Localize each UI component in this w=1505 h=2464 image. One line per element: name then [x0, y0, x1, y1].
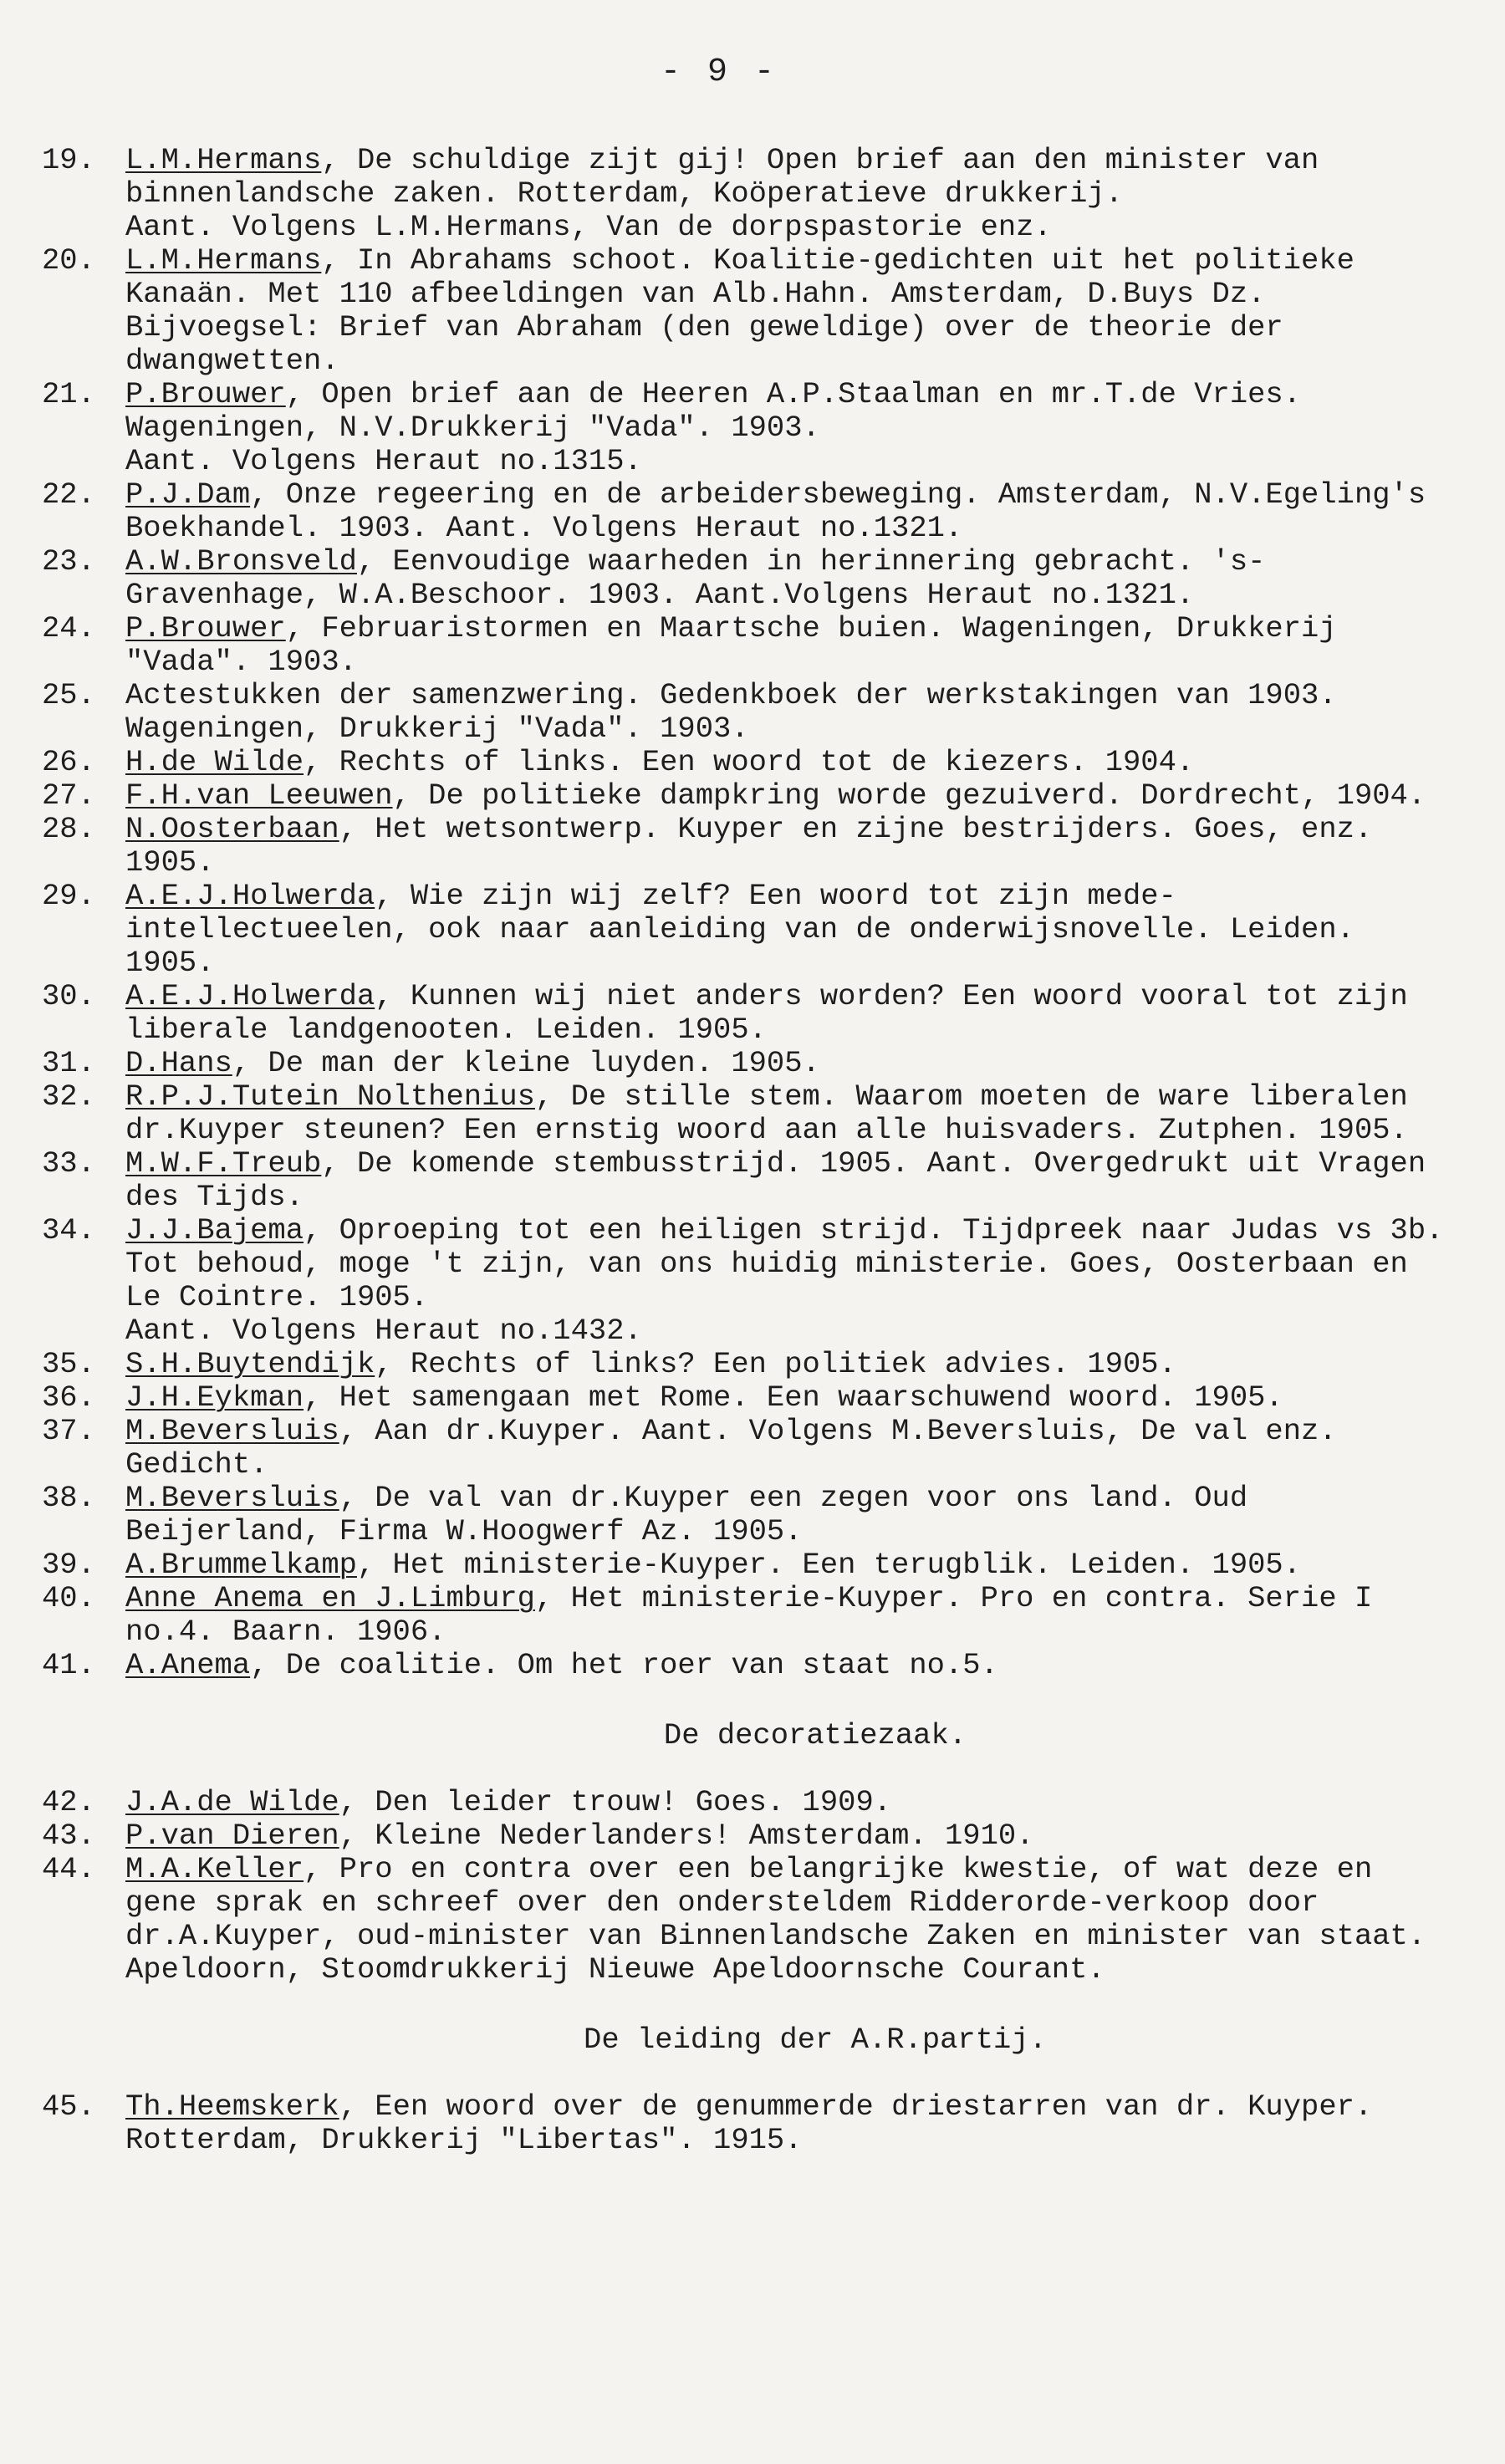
entry-text: , Aan dr.Kuyper. Aant. Volgens M.Beversluis, De val enz. Gedicht.	[125, 1414, 1337, 1482]
entry-text: , Pro en contra over een belangrijke kwestie, of wat deze en gene sprak en schreef over den ondersteldem Ridderorde-verkoop door dr.A.Kuyper, oud-minister van Binnenlandsche Zaken en minister van staat.	[125, 1852, 1426, 1953]
page-number: - 9 -	[661, 54, 778, 91]
entry-number: 30.	[42, 979, 95, 1013]
entry-body	[125, 1146, 1426, 1214]
entry-text: , In Abrahams schoot. Koalitie-gedichten uit het politieke Kanaän. Met 110 afbeeldingen van Alb.Hahn. Amsterdam, D.Buys Dz. Bijvoegsel: Brief van Abraham (den geweldige) over de theorie der dwangwetten.	[125, 243, 1354, 378]
entry-number: 33.	[42, 1146, 95, 1181]
entry-body	[125, 1380, 1283, 1415]
entry-text: , Februaristormen en Maartsche buien. Wageningen, Drukkerij "Vada". 1903.	[125, 611, 1337, 679]
entry-number: 36.	[42, 1380, 95, 1415]
entry-body	[125, 1785, 891, 1819]
entry-body	[125, 243, 1354, 378]
entry-text: Actestukken der samenzwering. Gedenkboek der werkstakingen van 1903. Wageningen, Drukkerij "Vada". 1903.	[125, 678, 1337, 746]
entry-text: , Den leider trouw! Goes. 1909.	[339, 1785, 892, 1819]
entry-author: Anne Anema en J.Limburg	[125, 1581, 535, 1615]
bibliography	[42, 144, 1455, 2157]
entry-text: , Kleine Nederlanders! Amsterdam. 1910.	[339, 1819, 1034, 1853]
entry-body	[125, 1414, 1337, 1482]
entry-body	[125, 143, 1319, 211]
bibliography-entry	[42, 1080, 1455, 1147]
entry-body	[125, 1581, 1372, 1649]
entry-author: S.H.Buytendijk	[125, 1347, 375, 1381]
entry-author: M.A.Keller	[125, 1852, 304, 1886]
bibliography-entry	[42, 478, 1455, 545]
entry-author: A.E.J.Holwerda	[125, 879, 375, 913]
entry-number: 39.	[42, 1548, 95, 1582]
entry-body	[125, 1347, 1176, 1381]
entry-number: 21.	[42, 377, 95, 411]
bibliography-entry	[42, 1415, 1455, 1482]
entry-text: , Eenvoudige waarheden in herinnering gebracht. 's-Gravenhage, W.A.Beschoor. 1903. Aant.Volgens Heraut no.1321.	[125, 544, 1266, 612]
entry-number: 43.	[42, 1819, 95, 1853]
bibliography-entry	[42, 378, 1455, 478]
bibliography-entry	[42, 980, 1455, 1047]
entry-body	[125, 477, 1426, 545]
entry-author: N.Oosterbaan	[125, 812, 339, 846]
entry-body	[125, 1046, 820, 1080]
entry-number: 35.	[42, 1347, 95, 1381]
entry-text: , De politieke dampkring worde gezuiverd. Dordrecht, 1904.	[392, 778, 1426, 813]
entry-text: , Onze regeering en de arbeidersbeweging. Amsterdam, N.V.Egeling's Boekhandel. 1903. Aant. Volgens Heraut no.1321.	[125, 477, 1426, 545]
entry-text: , Kunnen wij niet anders worden? Een woord vooral tot zijn liberale landgenooten. Leiden. 1905.	[125, 979, 1408, 1047]
entry-body	[125, 745, 1194, 779]
entry-author: M.Beversluis	[125, 1414, 339, 1448]
entry-text: , Het wetsontwerp. Kuyper en zijne bestrijders. Goes, enz. 1905.	[125, 812, 1373, 880]
bibliography-entry	[42, 1047, 1455, 1080]
entry-body	[125, 1213, 1443, 1314]
entry-author: Th.Heemskerk	[125, 2089, 339, 2124]
section-heading-leiding: De leiding der A.R.partij.	[584, 2023, 1047, 2057]
entry-body	[125, 1481, 1247, 1548]
entry-text: , De komende stembusstrijd. 1905. Aant. Overgedrukt uit Vragen des Tijds.	[125, 1146, 1426, 1214]
bibliography-entry	[42, 1214, 1455, 1348]
bibliography-entry	[42, 2090, 1455, 2157]
entry-text: , De stille stem. Waarom moeten de ware liberalen dr.Kuyper steunen? Een ernstig woord aan alle huisvaders. Zutphen. 1905.	[125, 1079, 1408, 1147]
bibliography-entry	[42, 1582, 1455, 1649]
entry-body	[125, 1548, 1301, 1582]
entry-body	[125, 544, 1265, 612]
entry-body	[125, 678, 1337, 746]
section-2-entries	[42, 1786, 1455, 1987]
entry-text: , Open brief aan de Heeren A.P.Staalman en mr.T.de Vries. Wageningen, N.V.Drukkerij "Vada". 1903.	[125, 377, 1302, 445]
bibliography-entry	[42, 612, 1455, 679]
section-heading-decoratiezaak: De decoratiezaak.	[663, 1718, 967, 1752]
bibliography-entry	[42, 779, 1455, 813]
entry-author: J.J.Bajema	[125, 1213, 304, 1247]
entry-author: P.Brouwer	[125, 377, 286, 411]
entry-author: P.van Dieren	[125, 1819, 339, 1853]
entry-author: P.Brouwer	[125, 611, 286, 645]
entry-number: 28.	[42, 812, 95, 846]
entry-text: , Rechts of links. Een woord tot de kiezers. 1904.	[304, 745, 1195, 779]
entry-author: A.W.Bronsveld	[125, 544, 357, 579]
entry-author: F.H.van Leeuwen	[125, 778, 393, 813]
entry-text: , De coalitie. Om het roer van staat no.5.	[250, 1648, 998, 1682]
entry-number: 37.	[42, 1414, 95, 1448]
entry-text: , De man der kleine luyden. 1905.	[232, 1046, 820, 1080]
entry-author: L.M.Hermans	[125, 243, 322, 278]
entry-body	[125, 1819, 1034, 1853]
bibliography-entry	[42, 679, 1455, 746]
bibliography-entry	[42, 1786, 1455, 1819]
bibliography-entry	[42, 545, 1455, 612]
entry-number: 45.	[42, 2089, 95, 2124]
entry-text: , Een woord over de genummerde driestarren van dr. Kuyper. Rotterdam, Drukkerij "Libertas". 1915.	[125, 2089, 1373, 2157]
entry-author: J.A.de Wilde	[125, 1785, 339, 1819]
entry-text: , De val van dr.Kuyper een zegen voor ons land. Oud Beijerland, Firma W.Hoogwerf Az. 1905.	[125, 1481, 1248, 1548]
entry-body	[125, 377, 1301, 445]
entry-author: A.E.J.Holwerda	[125, 979, 375, 1013]
entry-text: , De schuldige zijt gij! Open brief aan den minister van binnenlandsche zaken. Rotterdam, Koöperatieve drukkerij.	[125, 143, 1319, 211]
bibliography-entry	[42, 1649, 1455, 1682]
entry-text: , Het samengaan met Rome. Een waarschuwend woord. 1905.	[304, 1380, 1283, 1415]
bibliography-entry	[42, 1147, 1455, 1214]
bibliography-entry	[42, 244, 1455, 378]
entry-number: 42.	[42, 1785, 95, 1819]
entry-number: 41.	[42, 1648, 95, 1682]
entry-number: 19.	[42, 143, 95, 177]
entry-body	[125, 1852, 1426, 1953]
entry-number: 38.	[42, 1481, 95, 1515]
entry-number: 23.	[42, 544, 95, 579]
bibliography-entry	[42, 1482, 1455, 1548]
bibliography-entry	[42, 1348, 1455, 1381]
entry-number: 29.	[42, 879, 95, 913]
entry-annotation: Aant. Volgens Heraut no.1432.	[125, 1314, 642, 1348]
entry-body	[125, 611, 1337, 679]
entry-number: 20.	[42, 243, 95, 278]
entry-number: 25.	[42, 678, 95, 712]
entry-author: H.de Wilde	[125, 745, 304, 779]
entry-number: 40.	[42, 1581, 95, 1615]
entry-body	[125, 778, 1426, 813]
entry-body	[125, 1079, 1408, 1147]
entry-body	[125, 2089, 1372, 2157]
section-1-entries	[42, 144, 1455, 1682]
entry-number: 26.	[42, 745, 95, 779]
entry-author: L.M.Hermans	[125, 143, 322, 177]
entry-annotation: Aant. Volgens L.M.Hermans, Van de dorpspastorie enz.	[125, 210, 1052, 244]
bibliography-entry	[42, 1819, 1455, 1853]
entry-body	[125, 979, 1408, 1047]
entry-annotation: Apeldoorn, Stoomdrukkerij Nieuwe Apeldoornsche Courant.	[125, 1952, 1105, 1987]
entry-number: 24.	[42, 611, 95, 645]
entry-text: , Oproeping tot een heiligen strijd. Tijdpreek naar Judas vs 3b. Tot behoud, moge 't zijn, van ons huidig ministerie. Goes, Oosterbaan en Le Cointre. 1905.	[125, 1213, 1444, 1314]
entry-author: M.Beversluis	[125, 1481, 339, 1515]
entry-text: , Het ministerie-Kuyper. Een terugblik. Leiden. 1905.	[356, 1548, 1302, 1582]
bibliography-entry	[42, 144, 1455, 244]
entry-number: 32.	[42, 1079, 95, 1114]
entry-number: 22.	[42, 477, 95, 512]
entry-text: , Rechts of links? Een politiek advies. 1905.	[375, 1347, 1176, 1381]
bibliography-entry	[42, 813, 1455, 880]
entry-number: 44.	[42, 1852, 95, 1886]
bibliography-entry	[42, 1853, 1455, 1987]
entry-author: A.Brummelkamp	[125, 1548, 357, 1582]
entry-body	[125, 879, 1354, 980]
entry-author: P.J.Dam	[125, 477, 251, 512]
entry-body	[125, 812, 1372, 880]
entry-text: , Wie zijn wij zelf? Een woord tot zijn mede-intellectueelen, ook naar aanleiding van de onderwijsnovelle. Leiden. 1905.	[125, 879, 1354, 980]
entry-author: J.H.Eykman	[125, 1380, 304, 1415]
entry-number: 27.	[42, 778, 95, 813]
entry-number: 31.	[42, 1046, 95, 1080]
entry-body	[125, 1648, 998, 1682]
section-3-entries	[42, 2090, 1455, 2157]
entry-author: D.Hans	[125, 1046, 232, 1080]
entry-author: R.P.J.Tutein Nolthenius	[125, 1079, 535, 1114]
bibliography-entry	[42, 1381, 1455, 1415]
bibliography-entry	[42, 1548, 1455, 1582]
entry-author: M.W.F.Treub	[125, 1146, 322, 1181]
bibliography-entry	[42, 880, 1455, 980]
entry-text: , Het ministerie-Kuyper. Pro en contra. Serie I no.4. Baarn. 1906.	[125, 1581, 1373, 1649]
entry-number: 34.	[42, 1213, 95, 1247]
entry-author: A.Anema	[125, 1648, 251, 1682]
bibliography-entry	[42, 746, 1455, 779]
entry-annotation: Aant. Volgens Heraut no.1315.	[125, 444, 642, 478]
